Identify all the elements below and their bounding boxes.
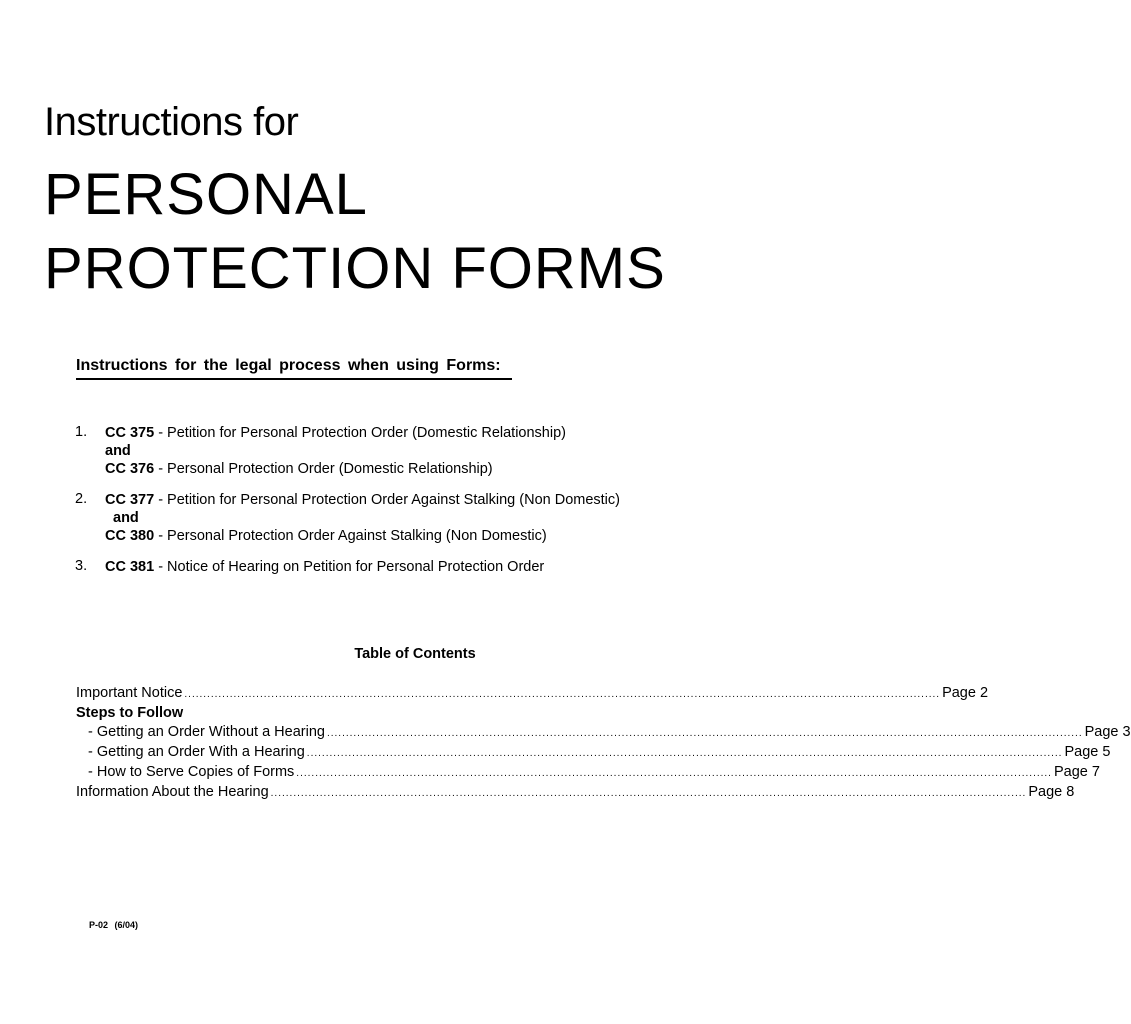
dot-leader: ........................................................................................................................................................................................................ (184, 689, 941, 700)
toc-entry-label: - Getting an Order Without a Hearing (88, 724, 325, 740)
table-of-contents (76, 684, 1131, 803)
form-line (75, 424, 715, 443)
form-description: - Petition for Personal Protection Order Against Stalking (Non Domestic) (154, 492, 620, 508)
forms-list-item-3 (75, 558, 715, 577)
dot-leader: ........................................................................................................................................................................................................ (270, 788, 1027, 799)
toc-entry-label: - Getting an Order With a Hearing (88, 744, 305, 760)
form-description: - Personal Protection Order Against Stalking (Non Domestic) (154, 528, 547, 544)
toc-entry-page: Page 2 (942, 685, 989, 701)
toc-steps-heading: Steps to Follow (76, 705, 184, 721)
form-line (75, 558, 715, 577)
toc-title: Table of Contents (354, 646, 476, 662)
forms-list (75, 424, 715, 589)
form-code: CC 381 (105, 559, 155, 575)
toc-entry-page: Page 7 (1053, 764, 1100, 780)
item-number: 2. (75, 491, 88, 507)
forms-list-item-2 (75, 491, 715, 546)
dot-leader: ........................................................................................................................................................................................................ (306, 748, 1063, 759)
toc-entry-with-hearing (76, 743, 1111, 763)
form-line (75, 491, 715, 510)
toc-entry-label: Important Notice (76, 685, 183, 701)
form-code: CC 377 (105, 492, 155, 508)
form-code: CC 380 (105, 528, 155, 544)
toc-entry-label: - How to Serve Copies of Forms (88, 764, 295, 780)
form-code-footer: P-02 (6/04) (89, 920, 139, 930)
form-code: CC 375 (105, 425, 155, 441)
form-description: - Petition for Personal Protection Order (Domestic Relationship) (154, 425, 566, 441)
toc-entry-page: Page 8 (1028, 784, 1075, 800)
conjunction: and (105, 443, 131, 459)
forms-list-item-1 (75, 424, 715, 479)
toc-entry-page: Page 3 (1084, 724, 1131, 740)
form-description: - Notice of Hearing on Petition for Personal Protection Order (154, 559, 545, 575)
toc-entry-hearing-info (76, 783, 1075, 803)
form-line (75, 460, 715, 479)
title-line-3: PROTECTION FORMS (44, 236, 666, 301)
form-code: CC 376 (105, 461, 155, 477)
dot-leader: ........................................................................................................................................................................................................ (296, 768, 1052, 779)
toc-entry-label: Information About the Hearing (76, 784, 269, 800)
dot-leader: ........................................................................................................................................................................................................ (326, 728, 1083, 739)
toc-entry-serve-copies (76, 763, 1100, 783)
form-description: - Personal Protection Order (Domestic Relationship) (154, 461, 493, 477)
toc-entry-without-hearing (76, 723, 1131, 743)
toc-entry-important-notice (76, 684, 989, 704)
title-line-1: Instructions for (44, 100, 299, 144)
item-number: 1. (75, 424, 88, 440)
item-number: 3. (75, 558, 88, 574)
toc-entry-page: Page 5 (1064, 744, 1111, 760)
conjunction: and (113, 510, 139, 526)
title-line-2: PERSONAL (44, 162, 368, 227)
section-heading: Instructions for the legal process when using Forms: (76, 357, 512, 380)
form-line (75, 527, 715, 546)
